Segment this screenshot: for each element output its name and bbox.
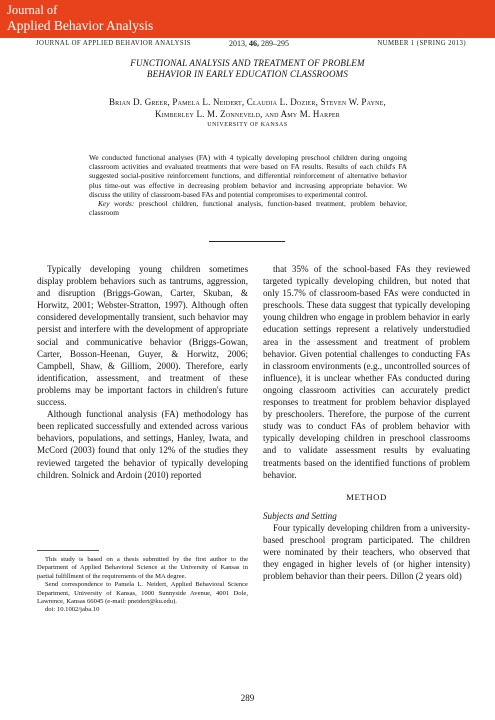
- author-list: [60, 96, 435, 120]
- journal-banner-line1: Journal of: [7, 3, 58, 17]
- author-list-line1: Brian D. Greer, Pamela L. Neidert, Claudia L. Dozier, Steven W. Payne,: [108, 97, 386, 107]
- body-paragraph: Typically developing young children sometimes display problem behaviors such as tantrums, aggression, and disruption (Briggs-Gowan, Carter, Skuban, & Horwitz, 2001; Webster-Stratton, 1997). Although often considered developmentally transient, such behavior may persist and interfere with the development of appropriate social and communicative behavior (Briggs-Gowan, Carter, Bosson-Heenan, Guyer, & Horwitz, 2006; Campbell, Shaw, & Gilliom, 2000). Therefore, early identification, assessment, and treatment of these problems may be important factors in children's future success.: [37, 264, 248, 408]
- method-heading: METHOD: [346, 491, 387, 502]
- running-head-journal: JOURNAL OF APPLIED BEHAVIOR ANALYSIS: [36, 40, 191, 47]
- body-paragraph: Although functional analysis (FA) methodology has been replicated successfully and extended across various behaviors, populations, and settings, Hanley, Iwata, and McCord (2003) found that only 12% of the studies they reviewed targeted the behavior of typically developing children. Solnick and Ardoin (2010) reported: [37, 409, 248, 480]
- abstract: [89, 153, 407, 217]
- article-title-line1: FUNCTIONAL ANALYSIS AND TREATMENT OF PROBLEM: [130, 58, 365, 68]
- footnote: This study is based on a thesis submitted by the first author to the Department of Applied Behavioral Science at the University of Kansas in partial fulfillment of the requirements of the MA degree.: [37, 556, 248, 580]
- body-paragraph: that 35% of the school-based FAs they reviewed targeted typically developing children, but noted that only 15.7% of classroom-based FAs were conducted in preschools. These data suggest that typically developing young children who engage in problem behavior in early education settings represent a relatively understudied area in the assessment and treatment of problem behavior. Given potential challenges to conducting FAs in classroom environments (e.g., uncontrolled sources of influence), it is unclear whether FAs conducted during ongoing classroom activities can accurately predict responses to treatment for problem behavior displayed by preschoolers. Therefore, the purpose of the current study was to conduct FAs of problem behavior with typically developing children in preschool classrooms and to validate assessment results by evaluating treatments based on the identified functions of problem behavior.: [263, 264, 470, 480]
- running-head: [36, 40, 466, 50]
- journal-banner-line2: Applied Behavior Analysis: [7, 18, 154, 33]
- keywords-list: preschool children, functional analysis, function-based treatment, problem behavior, classroom: [89, 199, 407, 218]
- running-head-volume: 46,: [249, 39, 259, 48]
- footnote: Send correspondence to Pamela L. Neidert, Applied Behavioral Science Department, University of Kansas, 1000 Sunnyside Avenue, 4001 Dole, Lawrence, Kansas 66045 (e-mail: pneidert@ku.edu).: [37, 581, 248, 606]
- running-head-citation: [229, 39, 289, 48]
- footnote-divider: [37, 550, 99, 551]
- journal-banner: [0, 0, 495, 38]
- author-list-line2: Kimberley L. M. Zonneveld, and Amy M. Harper: [155, 109, 340, 119]
- page-number: 289: [240, 693, 255, 703]
- running-head-pages: 289–295: [261, 39, 289, 48]
- section-divider: [209, 241, 285, 242]
- running-head-issue: NUMBER 1 (SPRING 2013): [377, 40, 466, 47]
- keywords-label: Key words:: [98, 199, 135, 209]
- article-title-line2: BEHAVIOR IN EARLY EDUCATION CLASSROOMS: [146, 69, 349, 79]
- right-column: [263, 263, 470, 582]
- affiliation: UNIVERSITY OF KANSAS: [207, 122, 288, 128]
- subsection-heading: Subjects and Setting: [263, 510, 337, 521]
- running-head-year: 2013,: [229, 39, 247, 48]
- doi: doi: 10.1002/jaba.10: [45, 606, 100, 614]
- keywords: [89, 199, 407, 217]
- left-column: [37, 263, 248, 481]
- body-paragraph: Four typically developing children from a university-based preschool program participated. The children were nominated by their teachers, who observed that they engaged in higher levels of (or higher intensity) problem behavior than their peers. Dillon (2 years old): [263, 522, 470, 582]
- footnotes: [37, 556, 248, 615]
- abstract-text: We conducted functional analyses (FA) with 4 typically developing preschool children during ongoing classroom activities and evaluated treatments that were based on FA results. Results of each child's FA suggested social-positive reinforcement functions, and differential reinforcement of alternative behavior plus time-out was effective in decreasing problem behavior and increasing appropriate behavior. We discuss the utility of classroom-based FAs and potential compromises to experimental control.: [89, 153, 407, 199]
- article-title: [60, 58, 435, 80]
